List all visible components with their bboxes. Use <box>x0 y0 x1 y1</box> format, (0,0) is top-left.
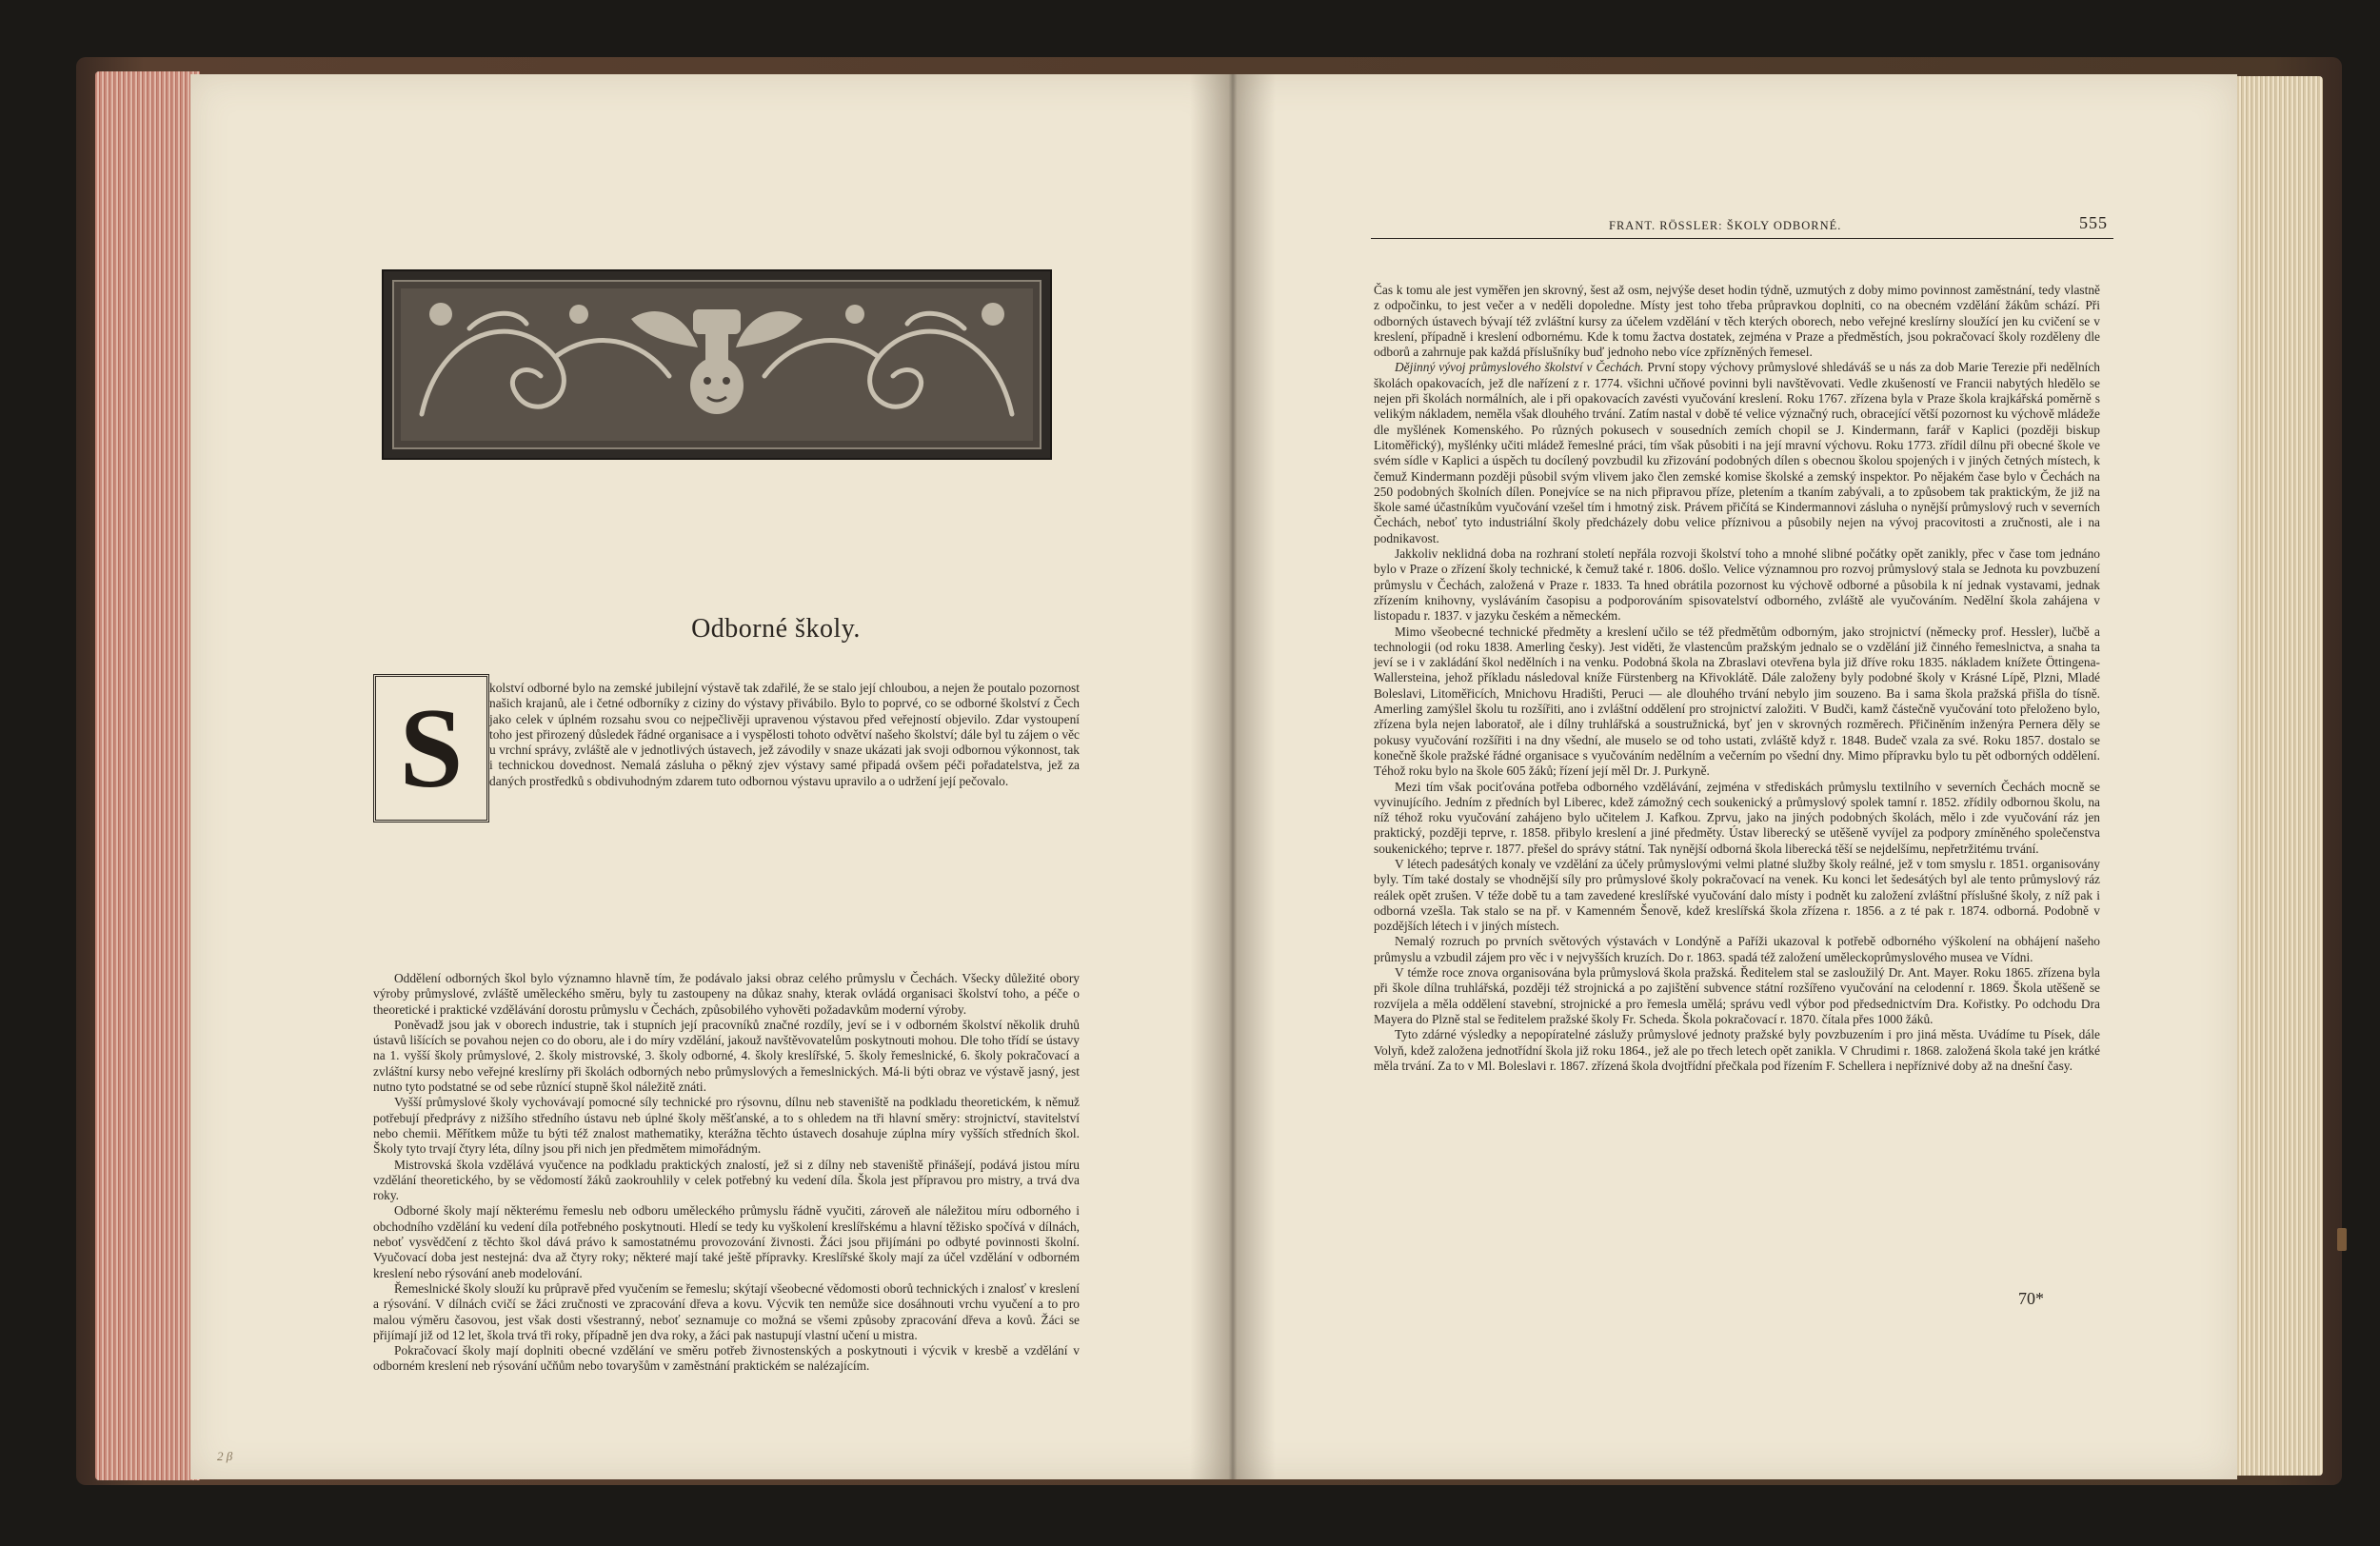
paragraph: V létech padesátých konaly ve vzdělání za účely průmyslovými velmi platné služby školy reálné, jež v tom smyslu r. 1851. organisovány byly. Tím také dostaly se vhodnější síly pro průmyslové školy pokračovací na venek. Ku konci let šedesátých byl ale tento průmyslový ráz reálek opět zrušen. V téže době tu a tam zavedené kreslířské vyučování dalo místy i podnět ku založení zvláštní příslušné školy, z níž pak i odborná vzešla. Tak stalo se na př. v Kamenném Šenově, kdež kreslířská škola zřízena r. 1856. a z té pak r. 1874. odborná. Podobně v pozdějších létech i v jiných místech. <box>1374 856 2100 934</box>
ornamental-relief-panel <box>382 269 1052 460</box>
book-gutter <box>1190 74 1276 1479</box>
intro-paragraph: kolství odborné bylo na zemské jubilejní výstavě tak zdařilé, že se stalo její chloubou, a nejen že poutalo pozornost našich krajanů, ale i četné odborníky z ciziny do výstavy přivábilo. Bylo to poprvé, co se odborné školství z Čech jako celek v úplném rozsahu svou co nejpečlivěji upravenou výstavou před veřejností objevilo. Zdar vystoupení toho jest přirozený důsledek řádné organisace a i vyspělosti tohoto odvětví našeho školství; dále byl tu zájem o věc u vrchní správy, zvláště ale v jednotlivých ústavech, jež závodily v snaze ukázati jak svoji odbornou výkonnost, tak i technickou dovednost. Nemalá zásluha o pěkný zjev výstavy samé připadá ovšem péči pořadatelstva, jež za daných prostředků s obdivuhodným zdarem tuto odbornou výstavu upravilo a o udržení její pečovalo. <box>489 681 1080 788</box>
page-number: 555 <box>2079 213 2108 232</box>
paragraph: V témže roce znova organisována byla průmyslová škola pražská. Ředitelem stal se zasloužilý Dr. Ant. Mayer. Roku 1865. zřízena byla při škole dílna truhlářská, později též strojnická a po zajištění subvence státní rozšířeno vyučování na celodenní r. 1869. Škola utěšeně se rozvíjela a měla oddělení stavební, strojnické a pro řemesla umělá; správu vedl výbor pod předsednictvím Dra. Kořistky. Po odchodu Dra Mayera do Plzně stal se ředitelem pražské školy Fr. Scheda. Škola pokračovací r. 1870. čítala přes 1000 žáků. <box>1374 965 2100 1026</box>
paragraph: Oddělení odborných škol bylo významno hlavně tím, že podávalo jaksi obraz celého průmyslu v Čechách. Všecky důležité obory výroby průmyslové, zvláště uměleckého směru, byly tu zastoupeny na důkaz snahy, kterak ovládá organisaci školství toho, a péče o theoretické i praktické vzdělávání dorostu průmyslu v Čechách, způsobilého vyhověti požadavkům moderní výroby. <box>373 971 1080 1017</box>
right-body-text <box>1374 283 2100 1074</box>
paragraph: Mistrovská škola vzdělává vyučence na podkladu praktických znalostí, jež si z dílny neb staveniště přinášejí, podává jistou míru vzdělání theoretického, by se vědomostí žáků zaokrouhlily v celek potřebný ku vedení díla. Škola jest přípravou pro mistry, a trvá dva roky. <box>373 1157 1080 1203</box>
left-body-text <box>373 971 1080 1375</box>
left-intro-text <box>489 681 1080 789</box>
paragraph: Pokračovací školy mají doplniti obecné vzdělání ve směru potřeb živnostenských a poskytnouti i výcvik v kresbě a vzdělání v odborném kreslení neb rýsování učňům nebo tovaryšům v zaměstnání praktickém se nalézajícím. <box>373 1343 1080 1374</box>
bookmark-clip <box>2337 1228 2347 1251</box>
paragraph: Mimo všeobecné technické předměty a kreslení učilo se též předmětům odborným, jako strojnictví (německy prof. Hessler), lučbě a technologii (od roku 1838. Amerling česky). Jest viděti, že vlastencům pražským jednalo se o vzdělání již činného řemeslnictva, a snaha ta jeví se i v zakládání škol nedělních i na venku. Podobná škola na Zbraslavi otevřena byla již dříve roku 1835. nákladem knížete Öttingena-Wallersteina, jehož příkladu následoval kníže Fürstenberg na Křivoklátě. Dále založeny byly podobné školy v Krásné Lípě, Plzni, Mladé Boleslavi, Litoměřicích, Mnichovu Hradišti, Peruci — ale dlouhého trvání nebylo jim souzeno. Ba i sama škola pražská přišla do tísně. Amerling zamýšlel školu tu rozšířiti, ano i zvláštní oddělení pro strojnictví založiti. V Budči, kamž částečně vyučování toto přeloženo bylo, zřízena byla nejen laboratoř, ale i dílny truhlářská a soustružnická, byť jen v skrovných rozměrech. Přičiněním inženýra Pernera děly se pokusy vyučování rozšířiti i na dny všední, ale muselo se od toho ustati, zvláště když r. 1848. Budeč vzala za své. Roku 1857. dostalo se konečně škole pražské řádné organisace s vyučováním nedělním a večerním po všední dny. Mimo přípravku bylo tu pět odborných oddělení. Téhož roku bylo na škole 605 žáků; řízení její měl Dr. J. Purkyně. <box>1374 624 2100 779</box>
running-head-title: FRANT. RÖSSLER: ŠKOLY ODBORNÉ. <box>1609 219 1842 232</box>
paragraph: Nemalý rozruch po prvních světových výstavách v Londýně a Paříži ukazoval k potřebě odborného výškolení na obhájení našeho průmyslu a vzbudil zájem pro věc i v nejvyšších kruzích. Do r. 1863. spadá též založení uměleckoprůmyslového musea ve Vídni. <box>1374 934 2100 964</box>
paragraph: Poněvadž jsou jak v oborech industrie, tak i stupních její pracovníků značné rozdíly, jeví se i v odborném školství několik druhů ústavů lišících se povahou nejen co do oboru, ale i do míry vzdělání, jakouž navštěvovatelům poskytnouti mohou. Dle toho třídí se ústavy na 1. vyšší školy průmyslové, 2. školy mistrovské, 3. školy odborné, 4. školy kreslířské, 5. školy řemeslnické, 6. školy pokračovací a zvláštní kursy nebo veřejné kreslírny při školách odborných nebo průmyslových a řemeslnických. Má-li býti obraz ve výstavě jasný, jest nutno tyto podstatné se od sebe různící stupně škol náležitě znáti. <box>373 1017 1080 1095</box>
left-page-edges <box>95 71 200 1480</box>
paragraph: Mezi tím však pociťována potřeba odborného vzdělávání, zejména v střediskách průmyslu textilního v severních Čechách mocně se vyvinujícího. Jedním z předních byl Liberec, kdež zámožný cech soukenický a průmyslový spolek tamní r. 1852. zřídily odbornou školu, na níž téhož roku vyučování zahájeno bylo učitelem J. Kafkou. Zprvu, jako na jiných podobných školách, mělo i zde vyučování ráz jen praktický, později teprve, r. 1858. přibylo kreslení a jiné předměty. Ústav liberecký se utěšeně vyvíjel za podpory zmíněného společenstva soukenického; teprve r. 1877. přešel do správy státní. Tak nynější odborná škola liberecká těší se nejdelšímu, nepřetržitému trvání. <box>1374 779 2100 856</box>
signature-mark: 70* <box>2018 1289 2044 1308</box>
dropcap-letter: S <box>399 684 464 811</box>
pencil-note: 2 β <box>217 1449 233 1463</box>
paragraph: Vyšší průmyslové školy vychovávají pomocné síly technické pro rýsovnu, dílnu neb staveniště na podkladu theoretickém, k němuž potřebují předprávy z nižšího středního ústavu neb úplné školy měšťanské, a to s ohledem na tři hlavní směry: strojnictví, stavitelství nebo chemii. Měřítkem může tu býti též znalost mathematiky, kterážna těchto ústavech dosahuje zúplna míry vyšších středních škol. Školy tyto trvají čtyry léta, dílny jsou při nich jen předmětem mimořádným. <box>373 1095 1080 1157</box>
running-header <box>1371 213 2113 239</box>
paragraph: Odborné školy mají některému řemeslu neb odboru uměleckého průmyslu řádně vyučiti, zároveň ale náležitou míru odborného i obchodního vzdělání ku vedení díla potřebného poskytnouti. Hledí se tedy ku vyškolení kreslířskému a hlavní těžisko spočívá v dílnách, neboť vysvědčení z těchto škol dává právo k samostatnému provozování živnosti. Žáci jsou přijímáni po odbyté povinnosti školní. Vyučovací doba jest nestejná: dva až čtyry roky; některé mají také ještě přípravky. Kreslířské školy mají za účel vzdělání v odborném kreslení nebo rýsování aneb modelování. <box>373 1203 1080 1280</box>
history-text: První stopy výchovy průmyslové shledáváš se u nás za dob Marie Terezie při nedělních školách opakovacích, jež dle nařízení z r. 1774. všichni učňové povinni byli navštěvovati. Vedle zkušeností ve Francii nabytých hledělo se nejen při školách normálních, ale i při opakovacích zavésti vyučování kreslení. Roku 1767. zřízena byla v Praze škola krajkářská poměrně s velikým nákladem, neměla však dlouhého trvání. Zatím nastal v době té velice význačný ruch, obracející větší pozornost ku výchově mládeže dle myšlének Komenského. Po různých pokusech v sousedních zemích chopil se J. Kindermann, farář v Kaplici (později biskup Litoměřický), myšlénky učiti mládež řemeslné práci, tím však působiti i na její mravní výchovu. Roku 1773. zřídil dílnu při obecné škole ve svém sídle v Kaplici a úspěch tu docílený povzbudil ku zřizování podobných dílen s obecnou školou spojených i v jiných četných místech, k čemuž Kindermann později působil svým vlivem jako člen zemské komise školské a zemský inspektor. Po nějakém čase bylo v Čechách na 250 podobných školních dílen. Ponejvíce se na nich připravou příze, pletením a tkaním zabývali, a to způsobem tak praktickým, že již na škole samé účastníkům vyučování vzešel tím i hmotný zisk. Právem přičítá se Kindermannovi zásluha o nynější průmyslový ruch v severních Čechách, neboť tyto industriální školy předcházely dobu velice příznivou a působily nejen na vývoj pracovitosti a zručnosti, ale i na podnikavost. <box>1374 360 2100 545</box>
history-lead: Dějinný vývoj průmyslového školství v Čechách. <box>1395 360 1644 375</box>
history-paragraph <box>1374 360 2100 546</box>
ornament-illustration <box>384 271 1050 458</box>
article-title: Odborné školy. <box>691 614 861 644</box>
paragraph: Řemeslnické školy slouží ku průpravě před vyučením se řemeslu; skýtají všeobecné vědomosti oborů technických i znalosť v kreslení a rýsování. V dílnách cvičí se žáci zručnosti ve zpracování dřeva a kovu. Výcvik ten nemůže sice dosáhnouti vrchu vyučení a to pro malou výměru časovou, jest však dosti všestranný, neboť seznamuje co možná se všemi způsoby zpracování dřeva a kovů. Žáci se přijímají již od 12 let, škola trvá tři roky, případně jen dva roky, a žáci pak nastupují vlastní učení u mistra. <box>373 1280 1080 1342</box>
right-page-edges <box>2228 76 2323 1476</box>
paragraph: Tyto zdárné výsledky a nepopíratelné záslužy průmyslové jednoty pražské byly povzbuzením i pro jiná města. Uvádíme tu Písek, dále Volyň, kdež založena jednotřídní škola již roku 1864., jež ale po třech letech opět zanikla. V Chrudimi r. 1868. založená škola také jen krátké měla trvání. Za to v Ml. Boleslavi r. 1867. zřízená škola dvojtřídní přečkala pod řízením F. Schellera i nepříznivé doby až na dnešní časy. <box>1374 1027 2100 1073</box>
paragraph: Jakkoliv neklidná doba na rozhraní století nepřála rozvoji školství toho a mnohé slibné počátky opět zanikly, přec v čase tom jednáno bylo v Praze o zřízení školy technické, k čemuž také r. 1806. došlo. Velice významnou pro rozvoj průmyslový stala se Jednota ku povzbuzení průmyslu v Čechách, založená v Praze r. 1833. Ta hned obrátila pozornost ku výchově odborné a působila k ní jednak vystavami, jednak zřízením knihovny, vysláváním časopisu a podporováním spisovatelství odborného, zvláště ale vyučováním. Nedělní škola zahájena v listopadu r. 1837. v jazyku českém a německém. <box>1374 546 2100 624</box>
continuation-paragraph: Čas k tomu ale jest vyměřen jen skrovný, šest až osm, nejvýše deset hodin týdně, uzmutých z doby mimo povinnost zaměstnání, tedy vlastně z odpočinku, to jest večer a v neděli dopoledne. Místy jest toho třeba průpravkou doplniti, co na obecném vzdělání žákům schází. Při odborných ústavech bývají též zvláštní kursy za účelem vzdělání v těch kterých oborech, nebo veřejné kreslírny sloužící jen ku cvičení se v kreslení, případně i kreslení odbornému. Kde k tomu žactva dostatek, zejména v Praze a předměstích, jsou pokračovací školy rozděleny dle odborů a zahrnuje pak každá příslušníky buď jednoho nebo více zpřízněných řemesel. <box>1374 283 2100 360</box>
decorative-dropcap <box>373 674 489 823</box>
